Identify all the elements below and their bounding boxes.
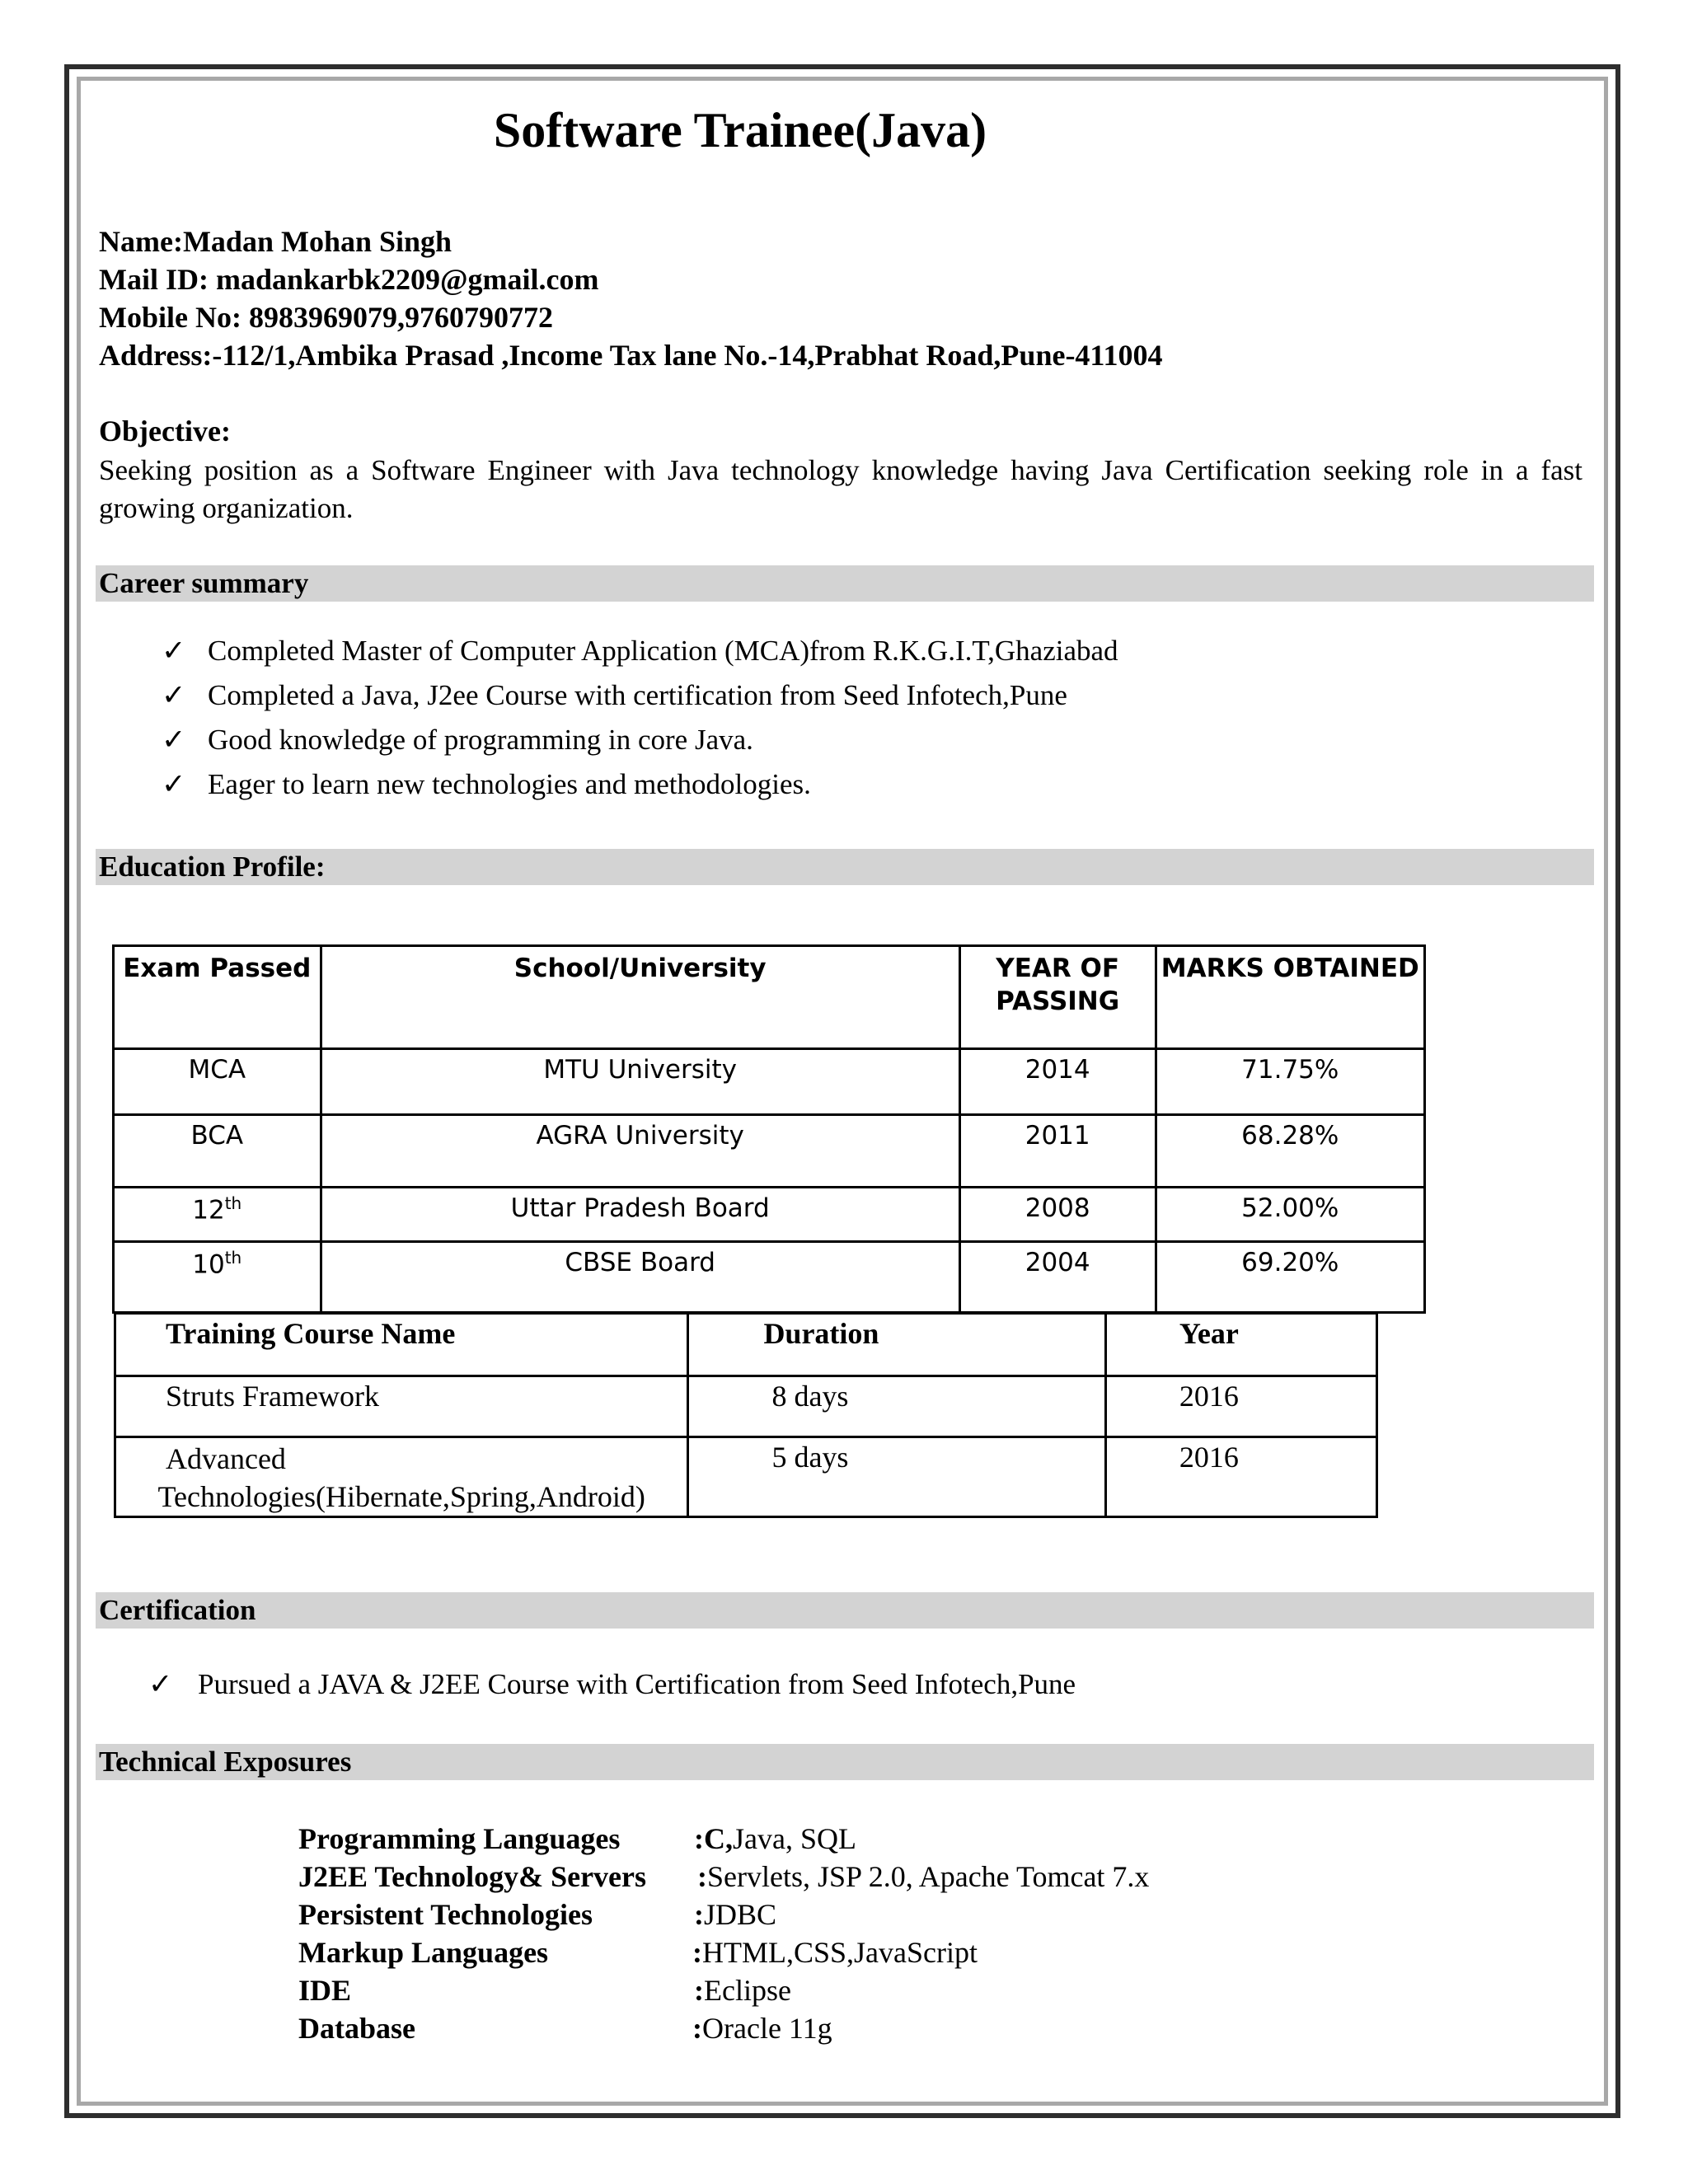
tech-value: :Eclipse bbox=[694, 1974, 791, 2007]
resume-title: Software Trainee(Java) bbox=[493, 103, 987, 157]
table-row bbox=[114, 1049, 1425, 1115]
column-header-course: Training Course Name bbox=[115, 1314, 688, 1376]
checkmark-icon: ✓ bbox=[162, 724, 186, 756]
certification-bar bbox=[96, 1592, 1594, 1629]
course-cell: Struts Framework bbox=[115, 1376, 688, 1437]
tech-label: Markup Languages bbox=[298, 1936, 549, 1969]
year-cell: 2016 bbox=[1105, 1437, 1376, 1517]
certification-item: ✓ Pursued a JAVA & J2EE Course with Certification from Seed Infotech,Pune bbox=[148, 1668, 1076, 1700]
marks-cell: 69.20% bbox=[1156, 1242, 1424, 1313]
column-header-duration: Duration bbox=[688, 1314, 1105, 1376]
duration-cell: 8 days bbox=[688, 1376, 1105, 1437]
objective-heading: Objective: bbox=[99, 415, 231, 448]
tech-value: :C,Java, SQL bbox=[694, 1822, 856, 1855]
career-item: ✓ Completed Master of Computer Application (MCA)from R.K.G.I.T,Ghaziabad bbox=[162, 635, 1118, 667]
table-row bbox=[114, 1188, 1425, 1242]
school-cell: Uttar Pradesh Board bbox=[321, 1188, 959, 1242]
career-item: ✓ Eager to learn new technologies and methodologies. bbox=[162, 768, 811, 800]
marks-cell: 68.28% bbox=[1156, 1115, 1424, 1188]
education-profile-heading: Education Profile: bbox=[99, 851, 326, 883]
checkmark-icon: ✓ bbox=[148, 1668, 173, 1700]
career-item: ✓ Good knowledge of programming in core Java. bbox=[162, 724, 753, 756]
column-header-exam: Exam Passed bbox=[114, 946, 321, 1049]
career-summary-bar bbox=[96, 565, 1594, 602]
column-header-marks: MARKS OBTAINED bbox=[1156, 946, 1424, 1049]
training-table bbox=[114, 1312, 1378, 1518]
objective-text: Seeking position as a Software Engineer with Java technology knowledge having Java Certification seeking role in a fast growing organization. bbox=[99, 454, 1582, 524]
mobile-line: Mobile No: 8983969079,9760790772 bbox=[99, 301, 553, 334]
tech-label: Database bbox=[298, 2012, 415, 2045]
address-line: Address:-112/1,Ambika Prasad ,Income Tax lane No.-14,Prabhat Road,Pune-411004 bbox=[99, 339, 1163, 372]
tech-label: Persistent Technologies bbox=[298, 1898, 593, 1931]
technical-exposures-bar bbox=[96, 1744, 1594, 1780]
marks-cell: 71.75% bbox=[1156, 1049, 1424, 1115]
year-cell: 2011 bbox=[959, 1115, 1156, 1188]
tech-value: :Oracle 11g bbox=[692, 2012, 832, 2045]
exam-cell: BCA bbox=[114, 1115, 321, 1188]
course-cell: Advanced Technologies(Hibernate,Spring,Android) bbox=[115, 1437, 688, 1517]
checkmark-icon: ✓ bbox=[162, 679, 186, 711]
checkmark-icon: ✓ bbox=[162, 768, 186, 800]
certification-heading: Certification bbox=[99, 1594, 256, 1626]
school-cell: CBSE Board bbox=[321, 1242, 959, 1313]
exam-cell: MCA bbox=[114, 1049, 321, 1115]
education-header-row bbox=[114, 946, 1425, 1049]
career-item: ✓ Completed a Java, J2ee Course with certification from Seed Infotech,Pune bbox=[162, 679, 1067, 711]
duration-cell: 5 days bbox=[688, 1437, 1105, 1517]
year-cell: 2008 bbox=[959, 1188, 1156, 1242]
tech-label: IDE bbox=[298, 1974, 352, 2007]
mail-line: Mail ID: madankarbk2209@gmail.com bbox=[99, 263, 599, 296]
marks-cell: 52.00% bbox=[1156, 1188, 1424, 1242]
exam-cell: 10th bbox=[114, 1242, 321, 1313]
column-header-year: Year bbox=[1105, 1314, 1376, 1376]
table-row bbox=[115, 1437, 1377, 1517]
column-header-year: YEAR OF PASSING bbox=[959, 946, 1156, 1049]
table-row bbox=[115, 1376, 1377, 1437]
education-table bbox=[112, 944, 1426, 1314]
year-cell: 2014 bbox=[959, 1049, 1156, 1115]
checkmark-icon: ✓ bbox=[162, 635, 186, 667]
table-row bbox=[114, 1115, 1425, 1188]
tech-label: J2EE Technology& Servers bbox=[298, 1860, 647, 1893]
tech-value: :Servlets, JSP 2.0, Apache Tomcat 7.x bbox=[697, 1860, 1150, 1893]
tech-value: :JDBC bbox=[694, 1898, 777, 1931]
technical-exposures-heading: Technical Exposures bbox=[99, 1746, 352, 1778]
exam-cell: 12th bbox=[114, 1188, 321, 1242]
training-header-row bbox=[115, 1314, 1377, 1376]
tech-label: Programming Languages bbox=[298, 1822, 621, 1855]
name-line: Name:Madan Mohan Singh bbox=[99, 225, 452, 258]
career-summary-heading: Career summary bbox=[99, 567, 309, 599]
column-header-school: School/University bbox=[321, 946, 959, 1049]
education-profile-bar bbox=[96, 849, 1594, 885]
tech-value: :HTML,CSS,JavaScript bbox=[692, 1936, 978, 1969]
year-cell: 2004 bbox=[959, 1242, 1156, 1313]
year-cell: 2016 bbox=[1105, 1376, 1376, 1437]
school-cell: AGRA University bbox=[321, 1115, 959, 1188]
table-row bbox=[114, 1242, 1425, 1313]
school-cell: MTU University bbox=[321, 1049, 959, 1115]
